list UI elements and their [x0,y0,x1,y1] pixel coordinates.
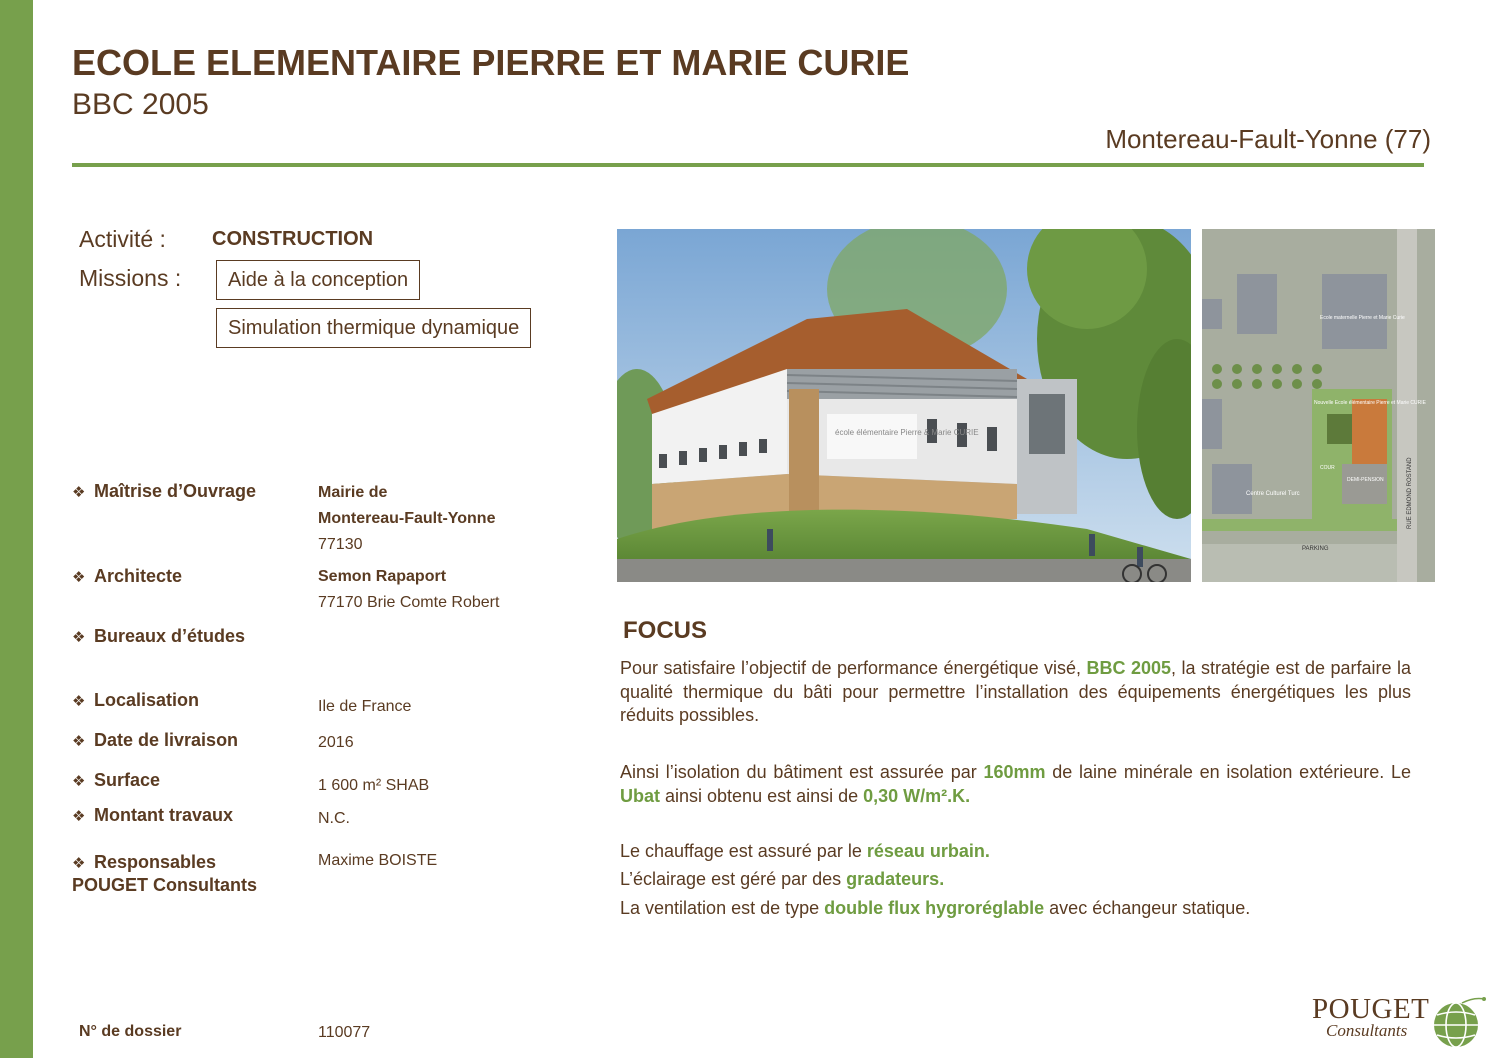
logo-subtitle: Consultants [1326,1021,1408,1040]
focus-line-eclairage: L’éclairage est géré par des gradateurs. [620,869,945,889]
project-location: Montereau-Fault-Yonne (77) [1105,124,1431,154]
architecte-label: ❖ Architecte [72,566,183,586]
plan-cour-label: COUR [1320,465,1335,471]
focus-line-chauffage: Le chauffage est assuré par le réseau urbain. [620,841,990,861]
moa-value: Mairie de Montereau-Fault-Yonne 77130 [318,484,496,553]
page-title: ECOLE ELEMENTAIRE PIERRE ET MARIE CURIE [72,42,910,83]
globe-icon [1428,995,1488,1051]
activity-value: CONSTRUCTION [212,228,374,250]
responsables-label: ❖ Responsables [72,852,217,872]
building-rendering-image [617,229,1191,582]
focus-paragraph-1: Pour satisfaire l’objectif de performance énergétique visé, BBC 2005, la stratégie est de parfaire la qualité thermique du bâti pour permettre l’installation des équipements énergétiques les plus réduits possibles. [620,658,1411,725]
localisation-value: Ile de France [318,698,412,715]
side-accent-bar [0,0,33,1058]
site-plan-image [1202,229,1435,582]
surface-label: ❖ Surface [72,770,161,790]
activity-label: Activité : [79,226,166,252]
plan-cultural-label: Centre Culturel Turc [1246,491,1300,497]
moa-label: ❖ Maîtrise d’Ouvrage [72,481,257,501]
bureaux-label: ❖ Bureaux d’études [72,626,246,646]
architecte-value: Semon Rapaport 77170 Brie Comte Robert [318,568,500,611]
logo-name: POUGET [1312,993,1430,1025]
montant-label: ❖ Montant travaux [72,805,234,825]
header-divider [72,163,1424,167]
focus-paragraph-2: Ainsi l’isolation du bâtiment est assurée par 160mm de laine minérale en isolation extérieure. Le Ubat ainsi obtenu est ainsi de 0,30 W/m².K. [620,762,1412,806]
livraison-value: 2016 [318,734,354,751]
mission-box-simulation: Simulation thermique dynamique [216,308,531,348]
plan-newschool-label: Nouvelle Ecole élémentaire Pierre et Marie CURIE [1314,400,1426,406]
focus-heading: FOCUS [623,617,707,644]
surface-value: 1 600 m² SHAB [318,777,430,794]
plan-nursery-label: Ecole maternelle Pierre et Marie Curie [1320,315,1405,321]
pouget-logo [1312,993,1492,1051]
dossier-number: 110077 [318,1024,371,1041]
dossier-label: N° de dossier [79,1023,182,1040]
montant-value: N.C. [318,810,350,827]
mission-box-conception: Aide à la conception [216,260,420,300]
responsables-label-company: POUGET Consultants [72,875,258,895]
school-sign-text: école élémentaire Pierre & Marie CURIE [835,428,979,437]
livraison-label: ❖ Date de livraison [72,730,239,750]
page-subtitle: BBC 2005 [72,88,209,121]
plan-street-label: RUE EDMOND ROSTAND [1407,457,1413,529]
responsables-value: Maxime BOISTE [318,852,438,869]
focus-line-ventilation: La ventilation est de type double flux hygroréglable avec échangeur statique. [620,898,1251,918]
plan-demipension-label: DEMI-PENSION [1347,477,1384,483]
missions-label: Missions : [79,265,182,291]
localisation-label: ❖ Localisation [72,690,200,710]
plan-parking-label: PARKING [1302,546,1329,552]
